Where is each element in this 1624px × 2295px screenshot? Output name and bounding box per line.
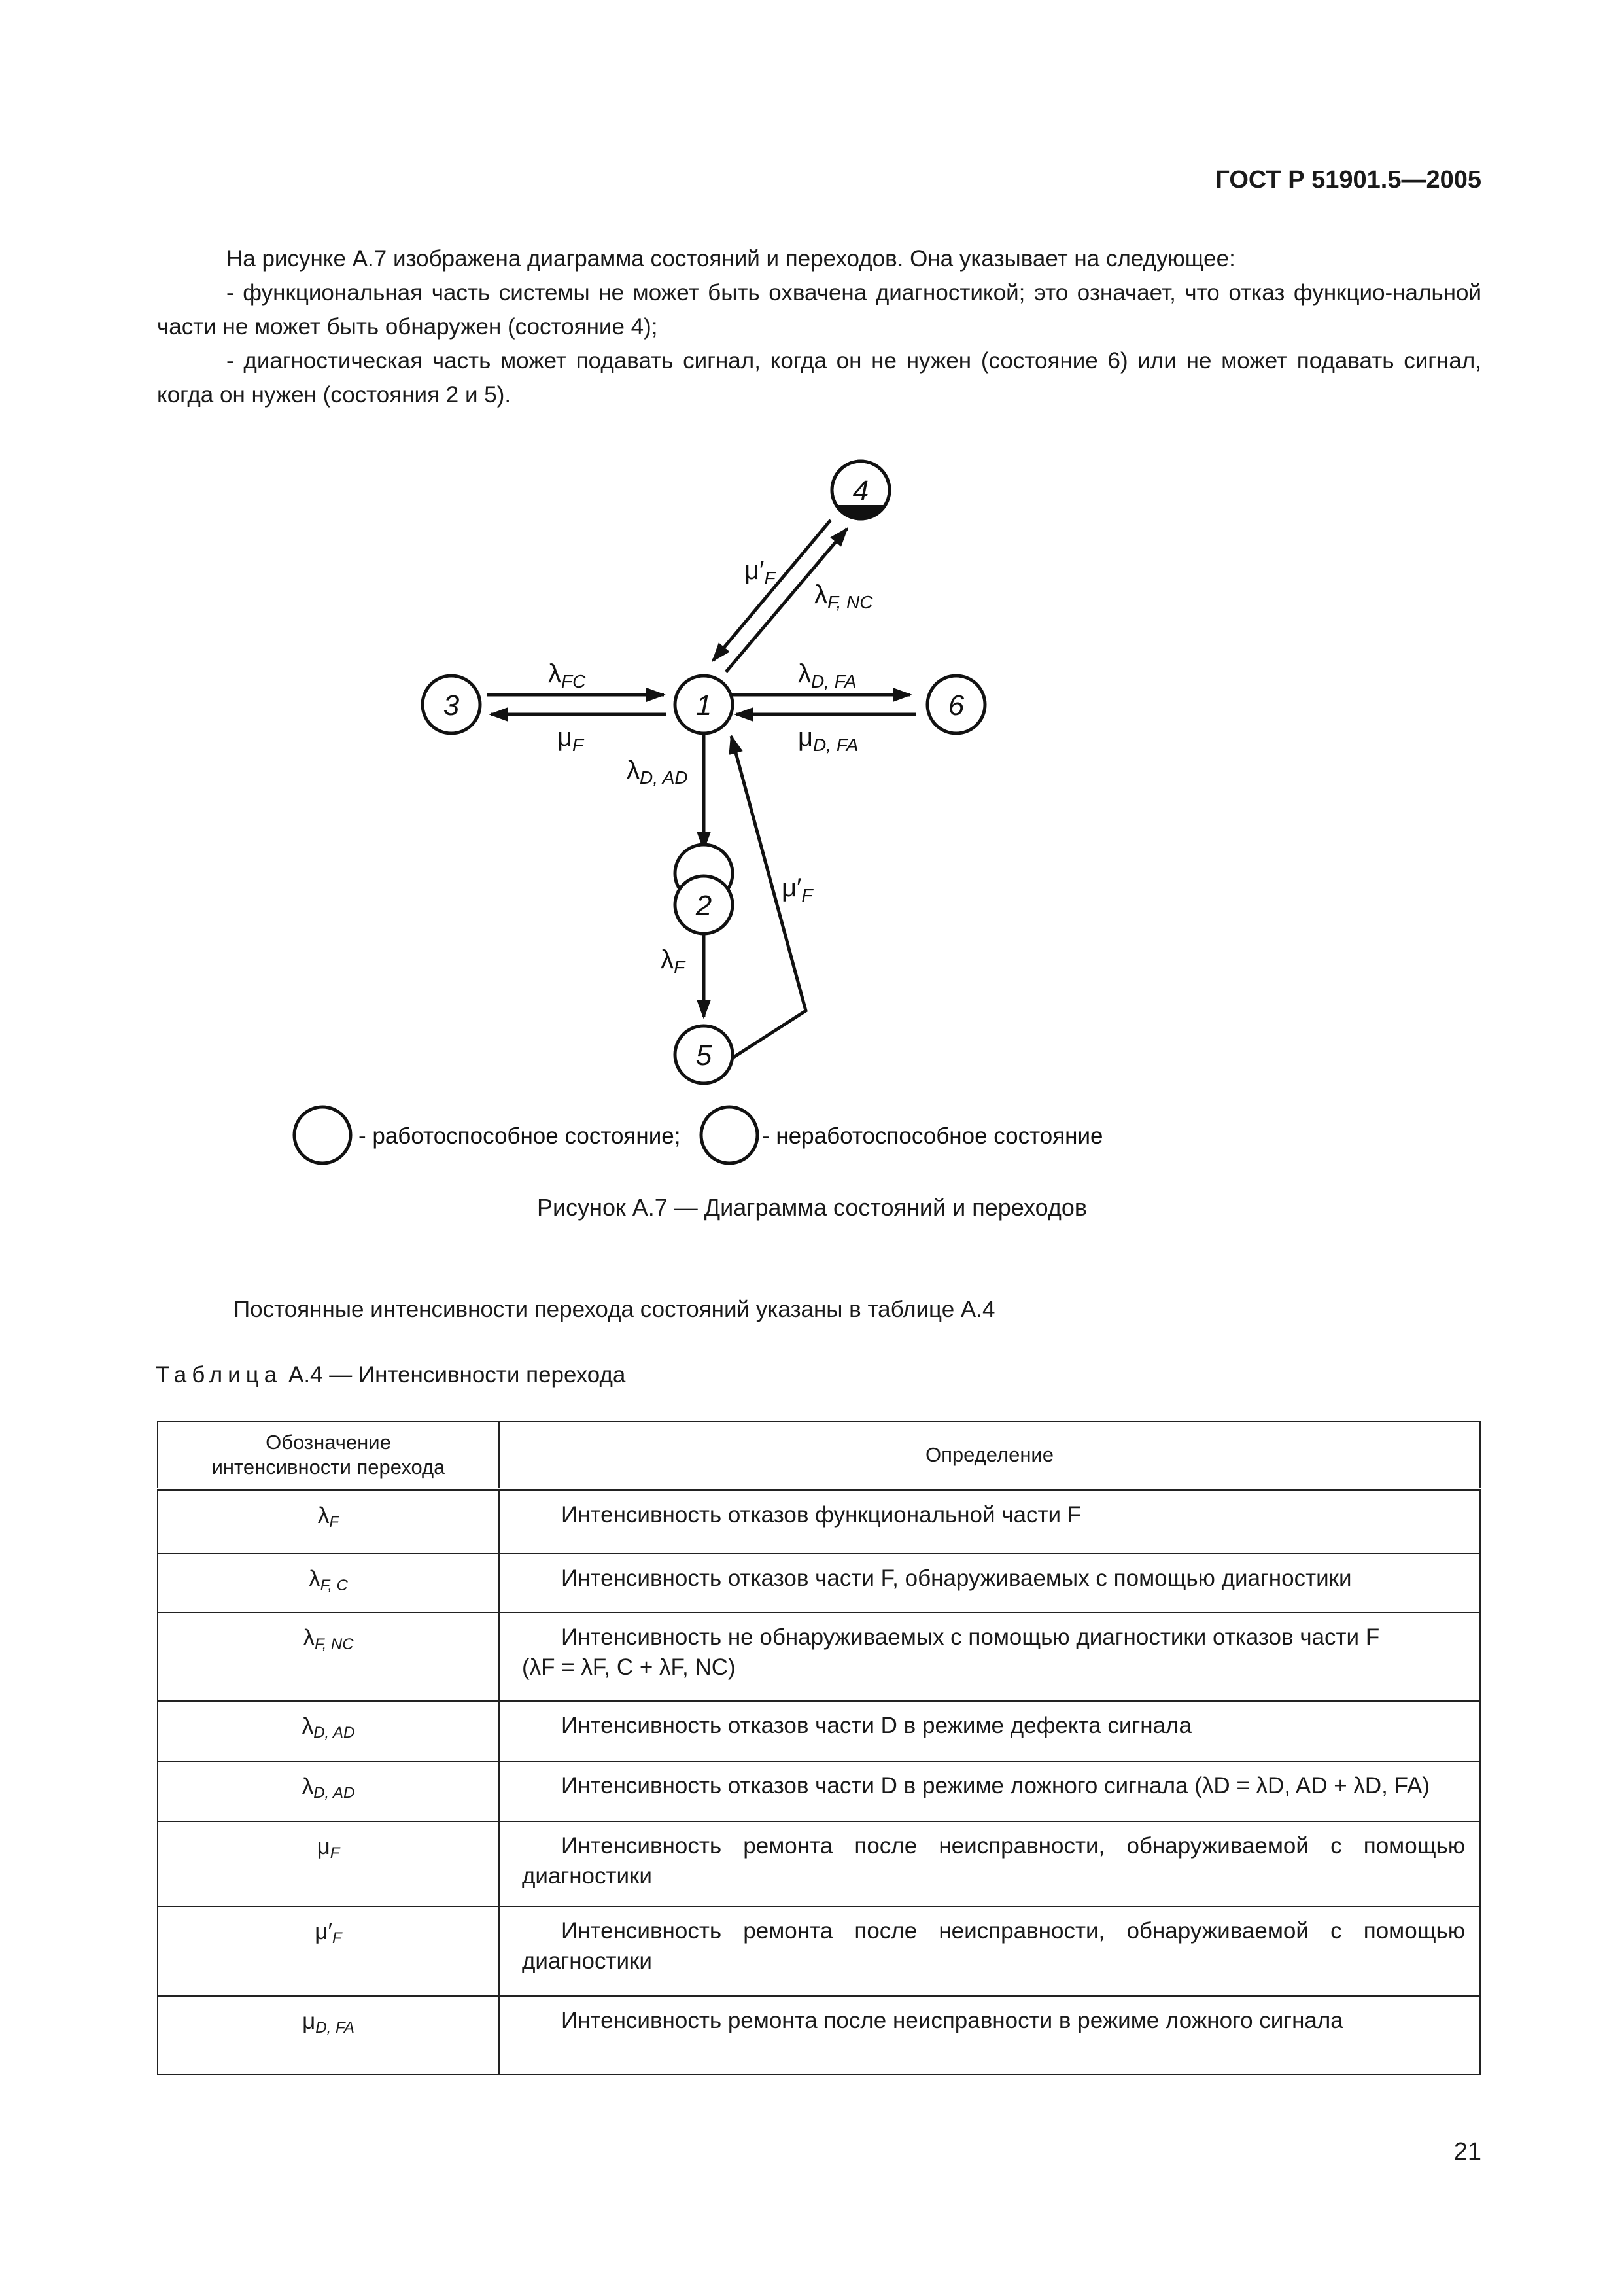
label-lambda-fc: $\lambda_{FC}$ [548, 659, 586, 692]
state-label-2: 2 [695, 890, 712, 922]
table-caption-rest: А.4 — Интенсивности перехода [288, 1362, 626, 1388]
rate-symbol: $\lambda_F$ [158, 1490, 499, 1554]
legend-working-text: - работоспособное состояние; [358, 1123, 681, 1149]
rate-symbol: $\lambda_{D, AD}$ [158, 1761, 499, 1821]
rate-definition: Интенсивность отказов функциональной части F [499, 1490, 1480, 1554]
table-row [158, 1996, 1480, 2075]
intro-paragraph-3: - диагностическая часть может подавать сигнал, когда он не нужен (состояние 6) или не может подавать сигнал, когда он нужен (состояния 2 и 5). [157, 348, 1481, 408]
figure-caption: Рисунок А.7 — Диаграмма состояний и переходов [536, 1194, 1087, 1221]
rate-definition: Интенсивность отказов части F, обнаруживаемых с помощью диагностики [499, 1554, 1480, 1613]
col-header-symbol: Обозначение интенсивности перехода [158, 1422, 499, 1489]
col-header-definition: Определение [499, 1422, 1480, 1489]
document-code: ГОСТ Р 51901.5—2005 [1215, 166, 1481, 194]
page-number: 21 [1453, 2138, 1481, 2165]
state-4-failed-fill [824, 505, 897, 525]
table-row [158, 1906, 1480, 1996]
table-intro: Постоянные интенсивности перехода состояний указаны в таблице А.4 [233, 1297, 995, 1322]
rate-definition: Интенсивность ремонта после неисправности, обнаруживаемой с помощью диагностики [499, 1906, 1480, 1996]
rate-definition: Интенсивность отказов части D в режиме ложного сигнала (λD = λD, AD + λD, FA) [499, 1761, 1480, 1821]
table-row [158, 1821, 1480, 1906]
table-caption [156, 1362, 625, 1388]
table-row [158, 1490, 1480, 1554]
table-row [158, 1613, 1480, 1701]
table-row [158, 1761, 1480, 1821]
legend-failed-circle [701, 1107, 757, 1163]
arrow-4-to-1 [713, 520, 831, 661]
rate-symbol: $\lambda_{F, NC}$ [158, 1613, 499, 1701]
rate-definition: Интенсивность отказов части D в режиме дефекта сигнала [499, 1701, 1480, 1761]
legend-working-circle [294, 1107, 351, 1163]
intro-paragraph-1: На рисунке А.7 изображена диаграмма состояний и переходов. Она указывает на следующее: [226, 246, 1235, 272]
state-label-5: 5 [695, 1040, 712, 1072]
transition-rates-table [157, 1421, 1481, 2075]
intro-paragraph-2: - функциональная часть системы не может быть охвачена диагностикой; это означает, что отказ функцио-нальной части не может быть обнаружен (состояние 4); [157, 280, 1481, 340]
table-row [158, 1701, 1480, 1761]
rate-definition: Интенсивность ремонта после неисправности, обнаруживаемой с помощью диагностики [499, 1821, 1480, 1906]
label-mu-prime-f-right: $\mu'_F$ [782, 873, 813, 905]
state-label-3: 3 [443, 690, 460, 722]
label-lambda-d-fa: $\lambda_{D, FA}$ [798, 659, 857, 692]
rate-symbol: $\mu'_F$ [158, 1906, 499, 1996]
label-mu-f: $\mu_F$ [557, 723, 584, 755]
state-label-1: 1 [695, 690, 712, 722]
table-caption-prefix: Таблица [156, 1362, 283, 1388]
label-mu-prime-f-top: $\mu'_F$ [744, 556, 776, 588]
rate-definition: Интенсивность не обнаруживаемых с помощью диагностики отказов части F (λF = λF, C + λF, NC) [499, 1613, 1480, 1701]
table-row [158, 1554, 1480, 1613]
label-mu-d-fa: $\mu_{D, FA}$ [798, 723, 859, 755]
label-lambda-f-nc: $\lambda_{F, NC}$ [814, 580, 873, 612]
rate-symbol: $\lambda_{D, AD}$ [158, 1701, 499, 1761]
rate-symbol: $\mu_F$ [158, 1821, 499, 1906]
rate-symbol: $\mu_{D, FA}$ [158, 1996, 499, 2075]
label-lambda-f: $\lambda_F$ [661, 945, 685, 977]
label-lambda-d-ad: $\lambda_{D, AD}$ [627, 756, 688, 788]
rate-definition: Интенсивность ремонта после неисправности в режиме ложного сигнала [499, 1996, 1480, 2075]
rate-symbol: $\lambda_{F, C}$ [158, 1554, 499, 1613]
state-label-4: 4 [852, 475, 869, 507]
state-label-6: 6 [948, 690, 965, 722]
legend-failed-text: - неработоспособное состояние [762, 1123, 1103, 1149]
